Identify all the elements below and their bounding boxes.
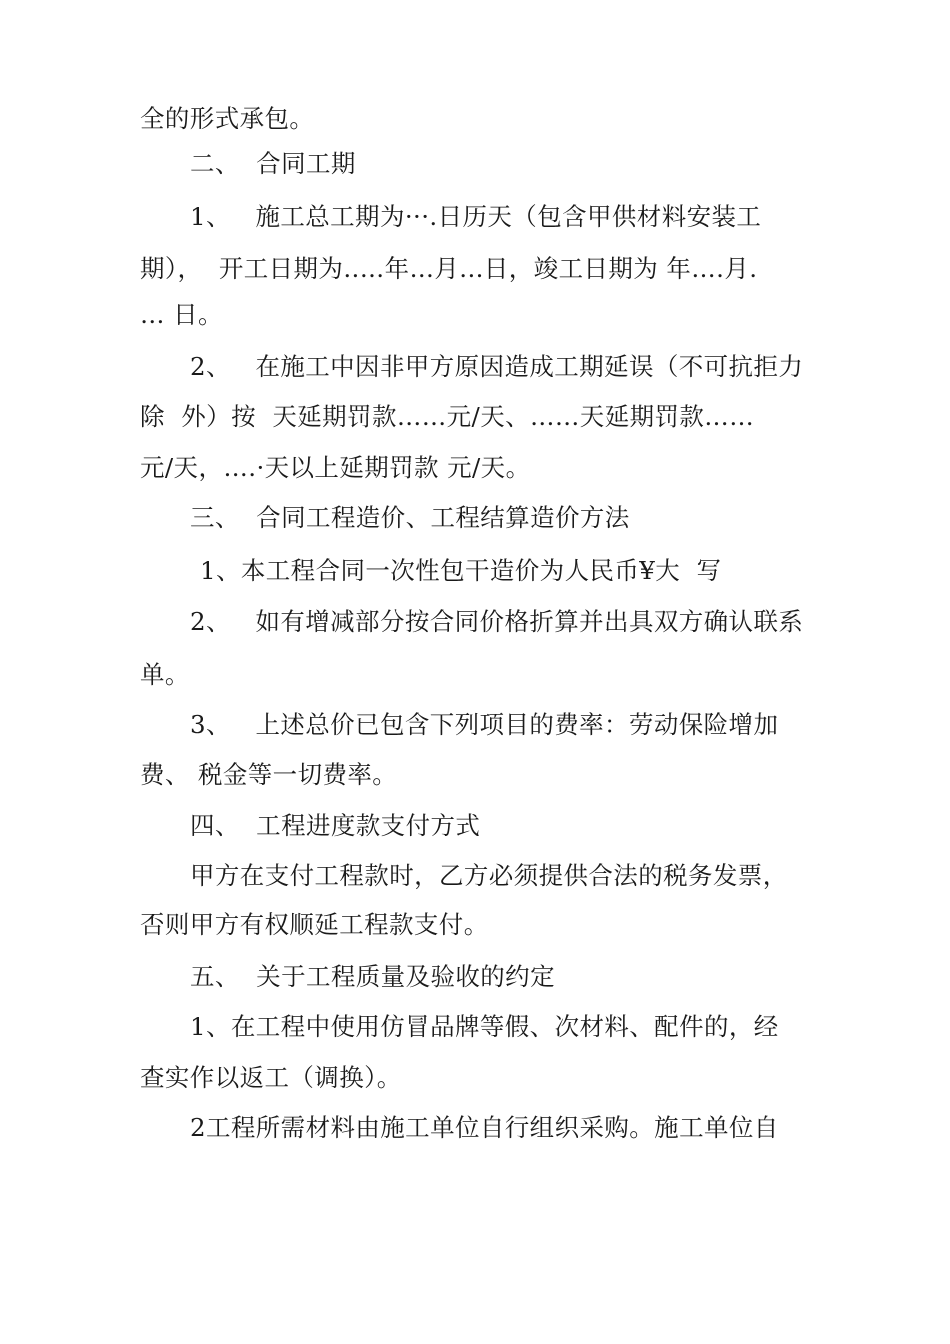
section-heading-4: 四、 工程进度款支付方式	[190, 811, 481, 840]
text-line: 元/天，….·天以上延期罚款 元/天。	[140, 453, 531, 482]
text-line: 1、 施工总工期为···.日历天（包含甲供材料安装工	[190, 202, 762, 231]
text-line: 否则甲方有权顺延工程款支付。	[140, 910, 489, 939]
text-line: 除 外）按 天延期罚款……元/天、……天延期罚款……	[140, 402, 755, 431]
text-line: 1、在工程中使用仿冒品牌等假、次材料、配件的，经	[190, 1012, 779, 1041]
section-heading-2: 二、 合同工期	[190, 149, 356, 178]
text-line: 1、本工程合同一次性包干造价为人民币¥大 写	[200, 556, 722, 585]
text-line: 全的形式承包。	[140, 104, 315, 133]
text-line: 期）， 开工日期为..…年…月...日，竣工日期为 年….月.	[140, 254, 758, 283]
text-line: 2、 在施工中因非甲方原因造成工期延误（不可抗拒力	[190, 352, 804, 381]
text-line: 2工程所需材料由施工单位自行组织采购。施工单位自	[190, 1113, 779, 1142]
section-heading-5: 五、 关于工程质量及验收的约定	[190, 962, 555, 991]
text-line: 单。	[140, 660, 190, 689]
section-heading-3: 三、 合同工程造价、工程结算造价方法	[190, 503, 630, 532]
text-line: 2、 如有增减部分按合同价格折算并出具双方确认联系	[190, 607, 804, 636]
text-line: 费、 税金等一切费率。	[140, 760, 398, 789]
text-line: 甲方在支付工程款时，乙方必须提供合法的税务发票，	[190, 861, 788, 890]
text-line: … 日。	[140, 300, 223, 329]
text-line: 查实作以返工（调换）。	[140, 1063, 402, 1092]
text-line: 3、 上述总价已包含下列项目的费率：劳动保险增加	[190, 710, 779, 739]
